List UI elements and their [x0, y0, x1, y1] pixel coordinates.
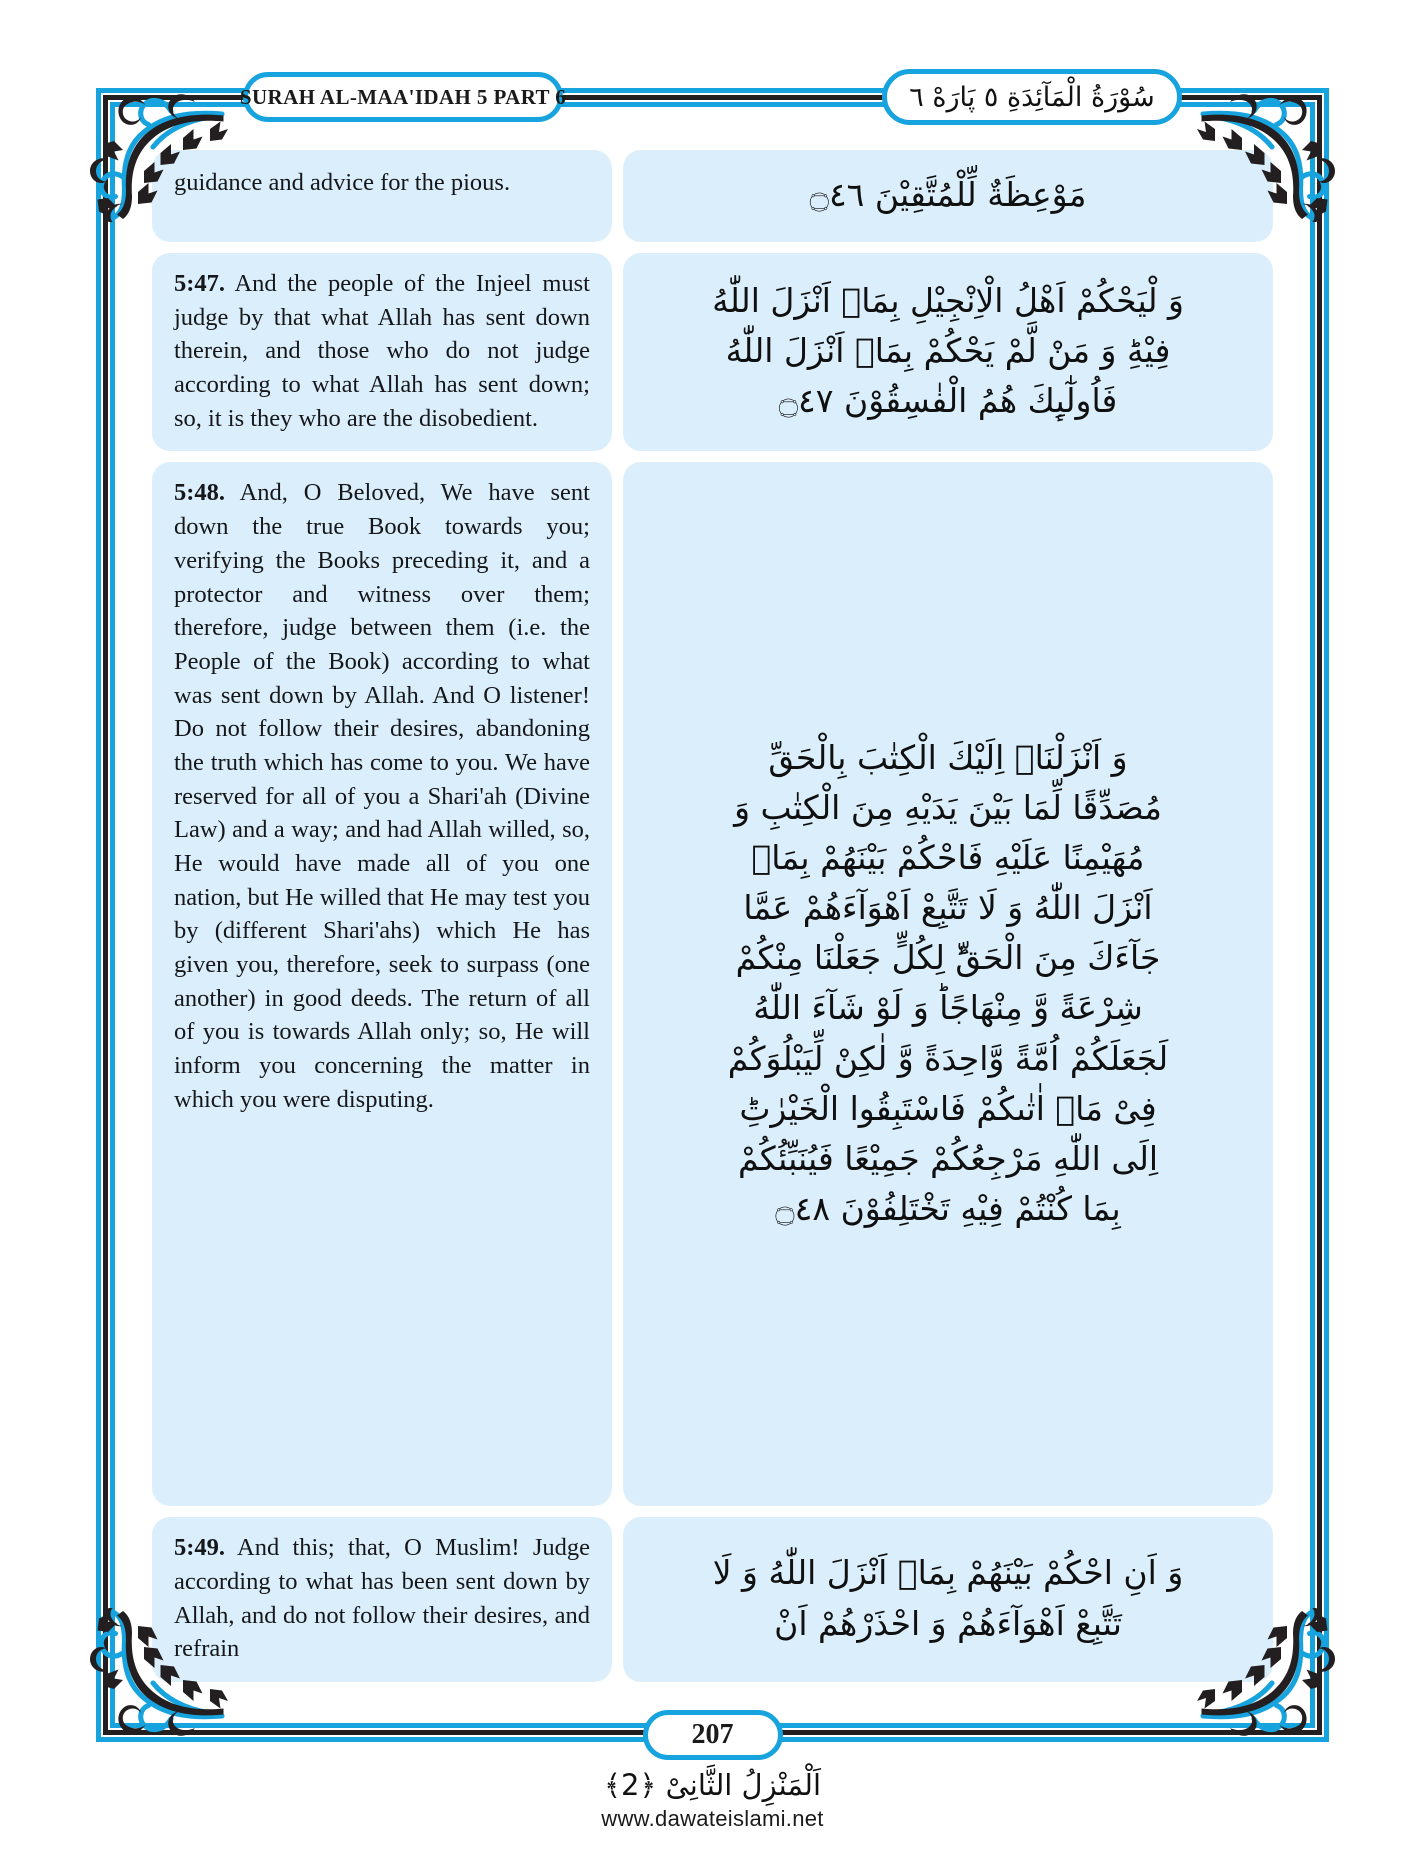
- arabic-line: شِرْعَةً وَّ مِنْهَاجًاؕ وَ لَوْ شَآءَ اللّٰهُ: [753, 988, 1143, 1028]
- verse-number: 5:49.: [174, 1534, 226, 1562]
- verse-row: [152, 253, 1273, 451]
- translation-panel: [152, 253, 612, 451]
- arabic-line: مُصَدِّقًا لِّمَا بَیْنَ یَدَیْهِ مِنَ الْكِتٰبِ وَ: [734, 787, 1162, 827]
- translation-text: guidance and advice for the pious.: [174, 169, 511, 196]
- surah-title-arabic-capsule: [882, 69, 1182, 125]
- arabic-line: بِمَا كُنْتُمْ فِیْهِ تَخْتَلِفُوْنَ ۝٤٨: [775, 1188, 1121, 1228]
- arabic-line: مَوْعِظَةٌ لِّلْمُتَّقِیْنَ ۝٤٦: [809, 174, 1087, 214]
- arabic-line: فِیْهِؕ وَ مَنْ لَّمْ یَحْكُمْ بِمَاۤ اَنْزَلَ اللّٰهُ: [725, 331, 1171, 371]
- corner-ornament-top-right: [1197, 72, 1347, 222]
- verse-list: [152, 150, 1273, 1682]
- arabic-panel: [623, 150, 1273, 242]
- arabic-line: تَتَّبِعْ اَهْوَآءَهُمْ وَ احْذَرْهُمْ اَنْ: [774, 1603, 1122, 1643]
- verse-row: [152, 1517, 1273, 1682]
- surah-title-text: SURAH AL-MAA'IDAH 5 PART 6: [239, 84, 567, 109]
- arabic-line: مُهَیْمِنًا عَلَیْهِ فَاحْكُمْ بَیْنَهُمْ بِمَاۤ: [751, 837, 1145, 877]
- arabic-line: لَجَعَلَكُمْ اُمَّةً وَّاحِدَةً وَّ لٰكِنْ لِّیَبْلُوَكُمْ: [727, 1038, 1169, 1078]
- website-url: www.dawateislami.net: [601, 1806, 824, 1831]
- translation-text: [174, 476, 590, 1116]
- arabic-line: وَ اَنْزَلْنَاۤ اِلَیْكَ الْكِتٰبَ بِالْحَقِّ: [768, 737, 1128, 777]
- verse-row: [152, 150, 1273, 242]
- manzil-label: اَلْمَنْزِلُ الثَّانِیْ ﴿2﴾: [603, 1768, 822, 1803]
- verse-row: [152, 462, 1273, 1506]
- page-footer: [0, 1770, 1425, 1832]
- arabic-line: جَآءَكَ مِنَ الْحَقِّؕ لِكُلٍّ جَعَلْنَا مِنْكُمْ: [735, 938, 1161, 978]
- page-number-capsule: [643, 1710, 783, 1760]
- arabic-panel: [623, 1517, 1273, 1682]
- translation-panel: [152, 462, 612, 1506]
- translation-text: [174, 1531, 590, 1666]
- corner-ornament-top-left: [78, 72, 228, 222]
- arabic-line: فِیْ مَاۤ اٰتٰىكُمْ فَاسْتَبِقُوا الْخَیْرٰتِؕ: [739, 1088, 1157, 1128]
- surah-title-capsule: [239, 72, 567, 122]
- translation-body: And this; that, O Muslim! Judge according to what has been sent down by Allah, and do not follow their desires, and refrain: [174, 1534, 590, 1663]
- corner-ornament-bottom-right: [1197, 1608, 1347, 1758]
- translation-body: And, O Beloved, We have sent down the true Book towards you; verifying the Books preceding it, and a protector and witness over them; therefore, judge between them (i.e. the People of the Book) according to what was sent down by Allah. And O listener! Do not follow their desires, abandoning the truth which has come to you. We have reserved for all of you a Shari'ah (Divine Law) and a way; and had Allah willed, so, He would have made all of you one nation, but He willed that He may test you by (different Shari'ahs) which He has given you, therefore, seek to surpass (one another) in good deeds. The return of all of you is towards Allah only; so, He will inform you concerning the matter in which you were disputing.: [174, 479, 590, 1113]
- arabic-line: فَاُولٰٓىِٕكَ هُمُ الْفٰسِقُوْنَ ۝٤٧: [778, 381, 1118, 421]
- corner-ornament-bottom-left: [78, 1608, 228, 1758]
- arabic-line: وَ لْیَحْكُمْ اَهْلُ الْاِنْجِیْلِ بِمَاۤ اَنْزَلَ اللّٰهُ: [712, 280, 1184, 320]
- verse-number: 5:47.: [174, 270, 226, 297]
- arabic-panel: [623, 253, 1273, 451]
- arabic-line: وَ اَنِ احْكُمْ بَیْنَهُمْ بِمَاۤ اَنْزَلَ اللّٰهُ وَ لَا: [712, 1553, 1184, 1593]
- surah-title-arabic-text: سُوْرَةُ الْمَآئِدَةِ ٥ پَارَهْ ٦: [909, 81, 1155, 113]
- arabic-panel: [623, 462, 1273, 1506]
- translation-body: And the people of the Injeel must judge by that what Allah has sent down therein, and those who do not judge according to what Allah has sent down; so, it is they who are the disobedient.: [174, 270, 590, 432]
- arabic-line: اَنْزَلَ اللّٰهُ وَ لَا تَتَّبِعْ اَهْوَآءَهُمْ عَمَّا: [743, 888, 1153, 928]
- arabic-line: اِلَى اللّٰهِ مَرْجِعُكُمْ جَمِیْعًا فَیُنَبِّئُكُمْ: [737, 1138, 1159, 1178]
- page-number-text: 207: [691, 1719, 734, 1750]
- verse-number: 5:48.: [174, 479, 226, 507]
- translation-text: [174, 267, 590, 435]
